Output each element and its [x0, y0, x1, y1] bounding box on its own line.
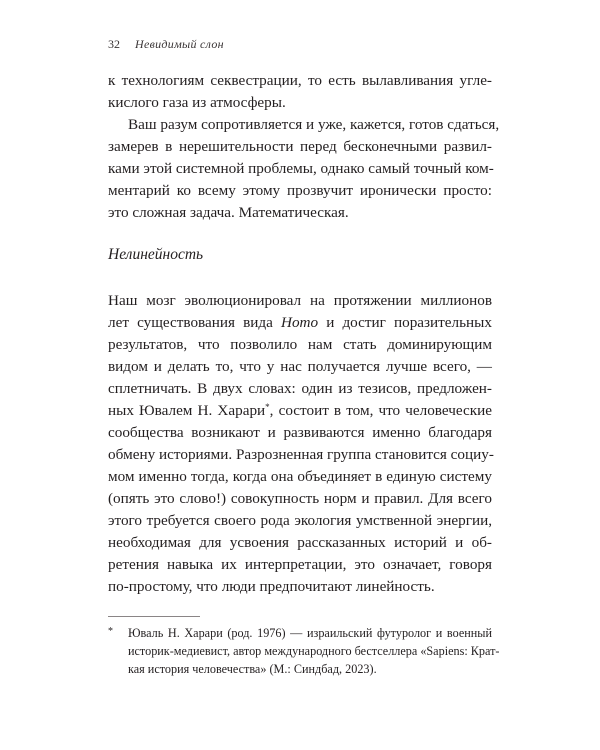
text-line: ретения навыка их интерпретации, это означает, говоря — [108, 556, 492, 573]
footnote-line: Юваль Н. Харари (род. 1976) — израильский футуролог и военный — [128, 626, 492, 640]
footnote-mark: * — [108, 626, 113, 637]
text-line: к технологиям секвестрации, то есть вылавливания угле- — [108, 72, 492, 89]
text-line: ками этой системной проблемы, однако самый точный ком- — [108, 160, 494, 177]
italic-term: Homo — [280, 314, 319, 331]
text-line: сообщества возникают и развиваются именно благодаря — [108, 424, 492, 441]
footnote-reference: * — [265, 402, 270, 412]
text-line: Ваш разум сопротивляется и уже, кажется, готов сдаться, — [128, 116, 500, 133]
text-line: ментарий ко всему этому прозвучит иронически просто: — [108, 182, 492, 199]
text-line — [108, 400, 492, 422]
text-line: (опять это слово!) совокупность норм и правил. Для всего — [108, 490, 492, 507]
text-span: , состоит в том, что человеческие — [269, 402, 492, 419]
text-line: это сложная задача. Математическая. — [108, 204, 349, 221]
text-span: ных Ювалем Н. Харари — [108, 402, 266, 419]
text-line: обмену историями. Разрозненная группа становится социу- — [108, 446, 494, 463]
page-number: 32 — [108, 37, 120, 51]
text-line: необходимая для усвоения рассказанных историй и об- — [108, 534, 492, 551]
text-line: мом именно тогда, когда она объединяет в единую систему — [108, 468, 492, 485]
text-line: кислого газа из атмосферы. — [108, 94, 286, 111]
footnote-divider — [108, 616, 200, 617]
text-line: замерев в нерешительности перед бесконечными развил- — [108, 138, 492, 155]
text-span: и достиг поразительных — [318, 314, 492, 331]
text-line: этого требуется своего рода экология умственной энергии, — [108, 512, 492, 529]
text-line: по-простому, что люди предпочитают линейность. — [108, 578, 435, 595]
book-title: Невидимый слон — [135, 37, 224, 51]
text-line — [108, 312, 492, 334]
text-line: результатов, что позволило нам стать доминирующим — [108, 336, 492, 353]
text-line: видом и делать то, что у нас получается лучше всего, — — [108, 358, 492, 375]
running-head — [108, 36, 224, 52]
text-span: лет существования вида — [108, 314, 281, 331]
footnote-line: кая история человечества» (М.: Синдбад, 2023). — [128, 662, 377, 676]
footnote-line: историк-медиевист, автор международного бестселлера «Sapiens: Крат- — [128, 644, 500, 658]
text-line: Наш мозг эволюционировал на протяжении миллионов — [108, 292, 492, 309]
text-line: сплетничать. В двух словах: один из тезисов, предложен- — [108, 380, 492, 397]
section-heading: Нелинейность — [108, 246, 204, 263]
